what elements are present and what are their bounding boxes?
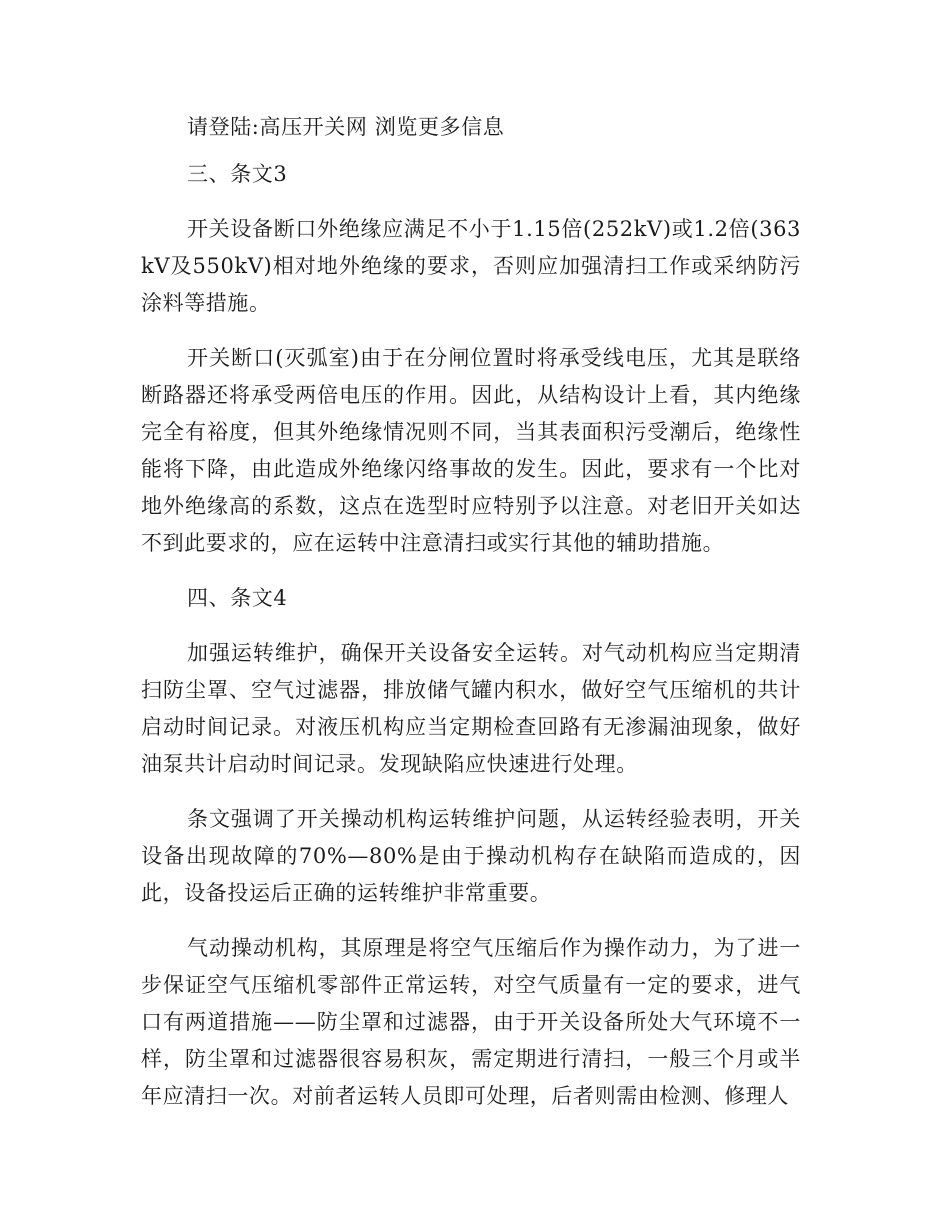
- paragraph: 开关设备断口外绝缘应满足不小于1.15倍(252kV)或1.2倍(363kV及550kV)相对地外绝缘的要求，否则应加强清扫工作或采纳防污涂料等措施。: [141, 217, 801, 315]
- paragraph: 气动操动机构，其原理是将空气压缩后作为操作动力，为了进一步保证空气压缩机零部件正常运转，对空气质量有一定的要求，进气口有两道措施——防尘罩和过滤器，由于开关设备所处大气环境不一样，防尘罩和过滤器很容易积灰，需定期进行清扫，一般三个月或半年应清扫一次。对前者运转人员即可处理，后者则需由检测、修理人: [141, 936, 801, 1108]
- section-heading-4: 四、条文4: [187, 586, 288, 610]
- paragraph: 加强运转维护，确保开关设备安全运转。对气动机构应当定期清扫防尘罩、空气过滤器，排放储气罐内积水，做好空气压缩机的共计启动时间记录。对液压机构应当定期检查回路有无渗漏油现象，做好油泵共计启动时间记录。发现缺陷应快速进行处理。: [141, 641, 801, 776]
- section-heading-3: 三、条文3: [187, 162, 288, 186]
- login-notice: 请登陆:高压开关网 浏览更多信息: [187, 115, 505, 139]
- paragraph: 条文强调了开关操动机构运转维护问题，从运转经验表明，开关设备出现故障的70%—80%是由于操动机构存在缺陷而造成的，因此，设备投运后正确的运转维护非常重要。: [141, 807, 801, 905]
- document-body: [141, 109, 801, 1115]
- paragraph: 开关断口(灭弧室)由于在分闸位置时将承受线电压，尤其是联络断路器还将承受两倍电压的作用。因此，从结构设计上看，其内绝缘完全有裕度，但其外绝缘情况则不同，当其表面积污受潮后，绝缘性能将下降，由此造成外绝缘闪络事故的发生。因此，要求有一个比对地外绝缘高的系数，这点在选型时应特别予以注意。对老旧开关如达不到此要求的，应在运转中注意清扫或实行其他的辅助措施。: [141, 346, 801, 555]
